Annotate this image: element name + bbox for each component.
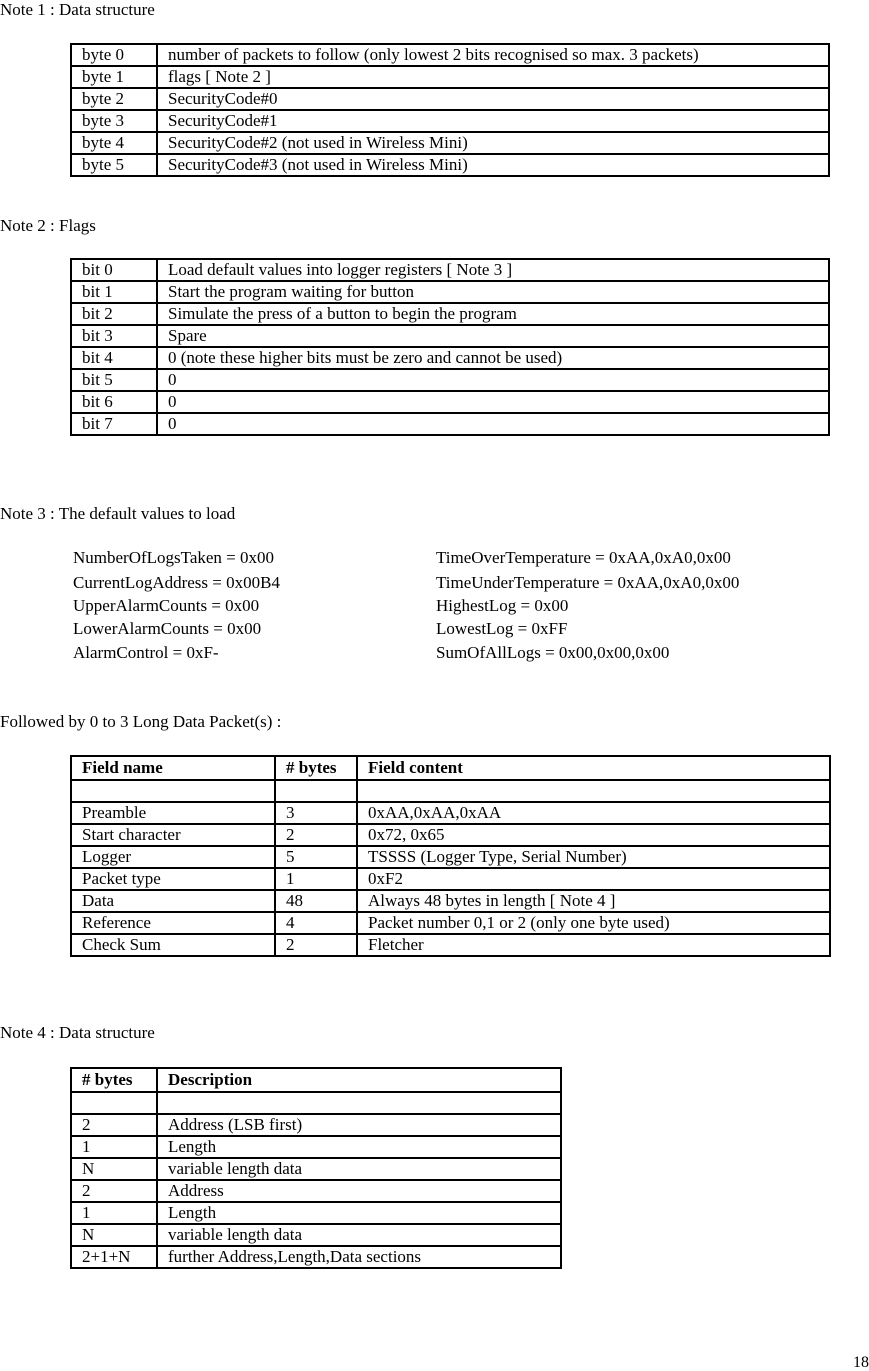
default-value-item: LowerAlarmCounts = 0x00 [73,619,262,638]
table-cell: Load default values into logger registers [ Note 3 ] [157,259,829,281]
table-cell: SecurityCode#1 [157,110,829,132]
table-cell: 1 [71,1202,157,1224]
packets-title: Followed by 0 to 3 Long Data Packet(s) : [0,712,282,731]
table-cell: byte 4 [71,132,157,154]
table-cell: Logger [71,846,275,868]
table-cell [157,1092,561,1114]
table-cell: 0 [157,369,829,391]
table-row [71,1114,561,1136]
table-cell: Packet type [71,868,275,890]
table-cell: bit 1 [71,281,157,303]
table-cell: 0xF2 [357,868,830,890]
table-row [71,303,829,325]
table-cell: 0x72, 0x65 [357,824,830,846]
table-cell: byte 1 [71,66,157,88]
table-row [71,413,829,435]
table-cell: byte 0 [71,44,157,66]
table-cell: 0xAA,0xAA,0xAA [357,802,830,824]
table-row [71,890,830,912]
note2-table [70,258,830,436]
table-cell: Spare [157,325,829,347]
table-row [71,1224,561,1246]
table-cell: 0 [157,413,829,435]
table-cell: Reference [71,912,275,934]
default-value-item: TimeUnderTemperature = 0xAA,0xA0,0x00 [436,573,740,592]
table-row [71,934,830,956]
default-value-item: HighestLog = 0x00 [436,596,569,615]
table-cell: Always 48 bytes in length [ Note 4 ] [357,890,830,912]
note4-table [70,1067,562,1269]
table-row [71,132,829,154]
table-cell: Check Sum [71,934,275,956]
table-cell [357,780,830,802]
table-cell: SecurityCode#2 (not used in Wireless Mini) [157,132,829,154]
table-row [71,846,830,868]
table-cell: Address (LSB first) [157,1114,561,1136]
table-cell: further Address,Length,Data sections [157,1246,561,1268]
default-value-item: AlarmControl = 0xF- [73,643,219,662]
note3-title: Note 3 : The default values to load [0,504,236,523]
table-row [71,868,830,890]
table-cell: bit 3 [71,325,157,347]
page-number: 18 [853,1354,869,1371]
table-row [71,66,829,88]
table-cell: byte 3 [71,110,157,132]
table-cell: 2 [71,1114,157,1136]
table-cell: Data [71,890,275,912]
table-cell [275,780,357,802]
packets-table [70,755,831,957]
table-cell: Packet number 0,1 or 2 (only one byte used) [357,912,830,934]
table-cell: 2 [275,934,357,956]
table-cell: 2 [275,824,357,846]
table-cell: 2+1+N [71,1246,157,1268]
table-row [71,88,829,110]
table-cell: 4 [275,912,357,934]
table-row [71,824,830,846]
table-cell: byte 2 [71,88,157,110]
table-cell: Fletcher [357,934,830,956]
table-header-row [71,756,830,780]
table-cell: SecurityCode#0 [157,88,829,110]
table-cell: Start the program waiting for button [157,281,829,303]
table-cell: Length [157,1202,561,1224]
default-value-item: TimeOverTemperature = 0xAA,0xA0,0x00 [436,548,731,567]
table-cell: SecurityCode#3 (not used in Wireless Mini) [157,154,829,176]
table-cell: 5 [275,846,357,868]
default-value-item: CurrentLogAddress = 0x00B4 [73,573,280,592]
table-row [71,1202,561,1224]
table-cell: number of packets to follow (only lowest 2 bits recognised so max. 3 packets) [157,44,829,66]
column-header: Description [157,1068,561,1092]
table-cell: Start character [71,824,275,846]
table-row [71,1246,561,1268]
table-cell [71,780,275,802]
table-row [71,1158,561,1180]
table-cell: bit 0 [71,259,157,281]
table-cell: N [71,1224,157,1246]
table-cell [71,1092,157,1114]
table-cell: Simulate the press of a button to begin the program [157,303,829,325]
table-cell: Address [157,1180,561,1202]
note2-title: Note 2 : Flags [0,216,96,235]
default-value-item: NumberOfLogsTaken = 0x00 [73,548,275,567]
column-header: Field content [357,756,830,780]
table-header-row [71,1068,561,1092]
table-row [71,347,829,369]
note4-title: Note 4 : Data structure [0,1023,155,1042]
table-row [71,1092,561,1114]
table-cell: 0 [157,391,829,413]
table-cell: 3 [275,802,357,824]
table-row [71,44,829,66]
table-row [71,1136,561,1158]
table-row [71,154,829,176]
table-cell: bit 6 [71,391,157,413]
table-row [71,780,830,802]
table-row [71,110,829,132]
table-row [71,369,829,391]
default-value-item: UpperAlarmCounts = 0x00 [73,596,260,615]
table-cell: byte 5 [71,154,157,176]
column-header: # bytes [275,756,357,780]
table-row [71,912,830,934]
table-cell: TSSSS (Logger Type, Serial Number) [357,846,830,868]
default-value-item: LowestLog = 0xFF [436,619,568,638]
table-row [71,325,829,347]
table-cell: Preamble [71,802,275,824]
table-cell: flags [ Note 2 ] [157,66,829,88]
table-row [71,1180,561,1202]
column-header: # bytes [71,1068,157,1092]
table-cell: bit 2 [71,303,157,325]
table-cell: N [71,1158,157,1180]
default-value-item: SumOfAllLogs = 0x00,0x00,0x00 [436,643,670,662]
table-cell: bit 7 [71,413,157,435]
table-row [71,391,829,413]
table-cell: 0 (note these higher bits must be zero and cannot be used) [157,347,829,369]
table-cell: 1 [275,868,357,890]
table-cell: variable length data [157,1224,561,1246]
table-cell: 2 [71,1180,157,1202]
note1-title: Note 1 : Data structure [0,0,155,19]
note1-table [70,43,830,177]
table-cell: 48 [275,890,357,912]
table-row [71,259,829,281]
table-row [71,802,830,824]
table-cell: variable length data [157,1158,561,1180]
table-cell: 1 [71,1136,157,1158]
column-header: Field name [71,756,275,780]
table-cell: bit 4 [71,347,157,369]
table-cell: bit 5 [71,369,157,391]
table-row [71,281,829,303]
table-cell: Length [157,1136,561,1158]
